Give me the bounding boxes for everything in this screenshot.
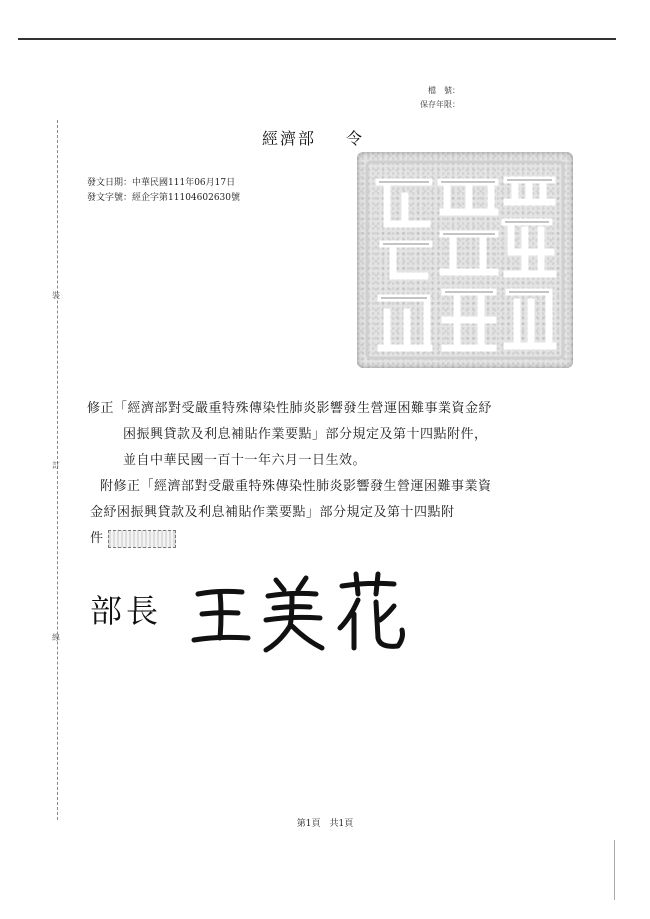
title-type: 令 bbox=[346, 129, 365, 148]
retention-label: 保存年限： bbox=[420, 100, 460, 109]
title-agency: 經濟部 bbox=[262, 129, 317, 148]
issue-date-label: 發文日期： bbox=[87, 178, 133, 188]
page-footer: 第1頁 共1頁 bbox=[296, 819, 354, 829]
minister-title: 部長 bbox=[90, 592, 163, 630]
issue-number-row bbox=[87, 191, 240, 206]
seal-glyphs-icon bbox=[357, 152, 573, 368]
file-number-label: 檔 號： bbox=[428, 86, 460, 95]
body-paragraph-2-line-1: 附修正「經濟部對受嚴重特殊傳染性肺炎影響發生營運困難事業資 bbox=[100, 479, 492, 494]
file-number-block bbox=[420, 84, 460, 112]
issue-number: 經企字第11104602630號 bbox=[132, 193, 241, 203]
body-paragraph-1 bbox=[87, 396, 492, 474]
body-paragraph-1-line-3: 並自中華民國一百十一年六月一日生效。 bbox=[123, 453, 367, 468]
binding-line bbox=[57, 120, 58, 820]
signature-icon bbox=[188, 566, 418, 656]
body-paragraph-2-line-3 bbox=[90, 526, 482, 552]
body-paragraph-1-line-1: 修正「經濟部對受嚴重特殊傳染性肺炎影響發生營運困難事業資金紓 bbox=[87, 401, 493, 416]
official-seal bbox=[357, 152, 573, 368]
page-title bbox=[262, 126, 364, 149]
binding-char-2: 訂 bbox=[52, 461, 60, 470]
attachment-label: 件 bbox=[90, 531, 104, 546]
top-rule bbox=[18, 38, 616, 40]
issue-meta bbox=[87, 176, 240, 206]
body-paragraph-1-line-2: 困振興貸款及利息補貼作業要點」部分規定及第十四點附件， bbox=[123, 427, 488, 442]
attachment-stamp-icon bbox=[108, 530, 176, 548]
issue-number-label: 發文字號： bbox=[87, 193, 133, 203]
issue-date-row bbox=[87, 176, 240, 191]
body-paragraph-2-line-2: 金紓困振興貸款及利息補貼作業要點」部分規定及第十四點附 bbox=[90, 505, 455, 520]
scan-edge bbox=[614, 840, 615, 900]
binding-char-1: 裝 bbox=[52, 291, 60, 300]
binding-char-3: 線 bbox=[52, 633, 60, 642]
body-paragraph-2 bbox=[90, 474, 492, 552]
issue-date: 中華民國111年06月17日 bbox=[132, 178, 236, 188]
